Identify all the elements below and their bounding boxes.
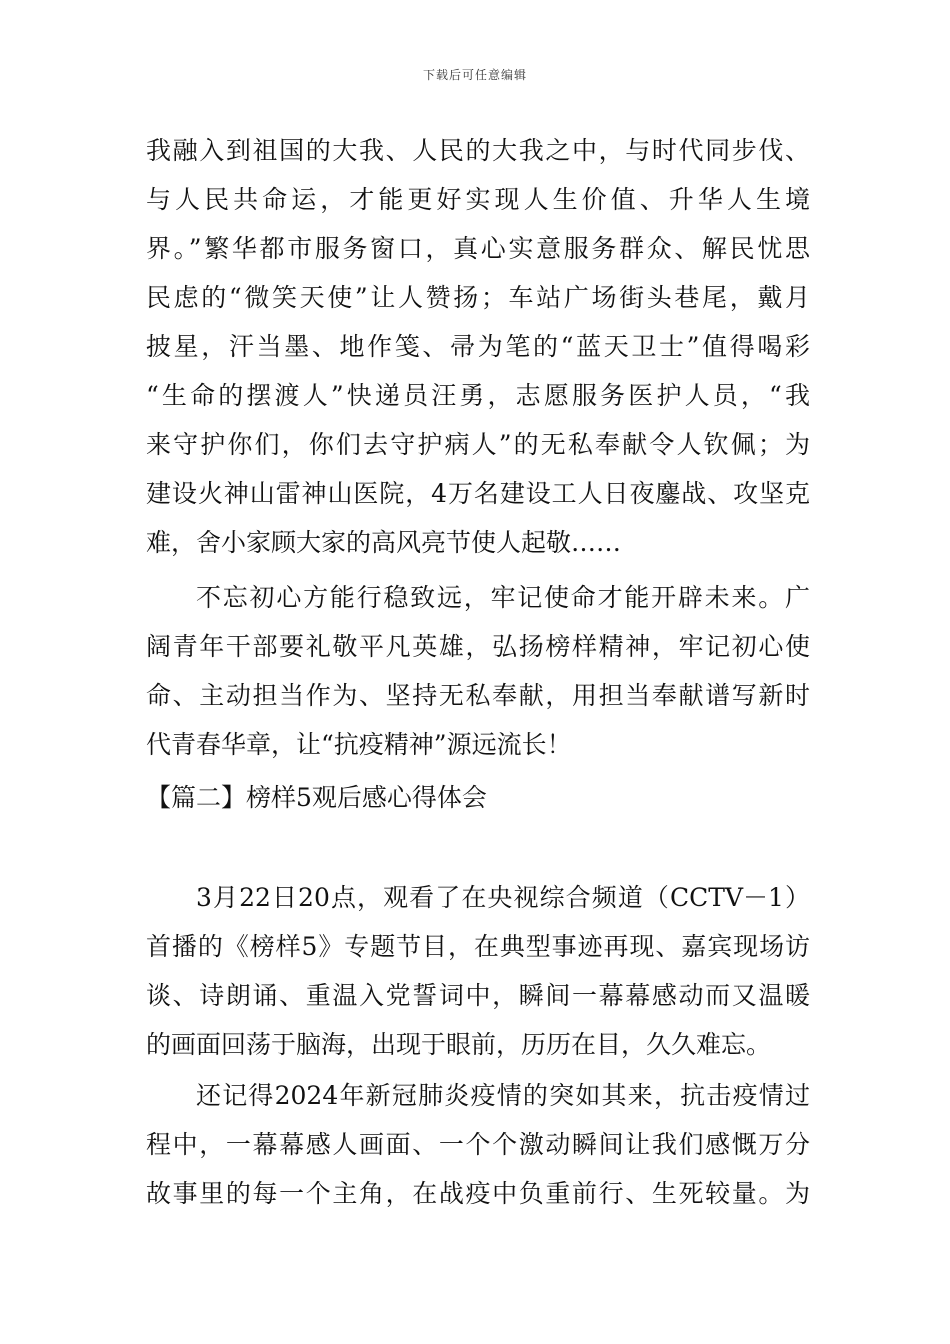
text-line: 的画面回荡于脑海，出现于眼前，历历在目，久久难忘。	[146, 1030, 772, 1059]
text-line: 民虑的“微笑天使”让人赞扬；车站广场街头巷尾，戴月	[146, 283, 810, 312]
text-line: 还记得2024年新冠肺炎疫情的突如其来，抗击疫情过	[196, 1081, 810, 1110]
text-line: 3月22日20点，观看了在央视综合频道（CCTV－1）	[196, 883, 810, 912]
text-line: 阔青年干部要礼敬平凡英雄，弘扬榜样精神，牢记初心使	[146, 632, 810, 661]
text-line: 难，舍小家顾大家的高风亮节使人起敬……	[146, 528, 622, 557]
text-line: “生命的摆渡人”快递员汪勇，志愿服务医护人员，“我	[146, 381, 810, 410]
text-line: 代青春华章，让“抗疫精神”源远流长！	[146, 730, 572, 759]
text-line: 程中，一幕幕感人画面、一个个激动瞬间让我们感慨万分	[146, 1130, 810, 1159]
text-line: 披星，汗当墨、地作笺、帚为笔的“蓝天卫士”值得喝彩	[146, 332, 810, 361]
text-line: 来守护你们，你们去守护病人”的无私奉献令人钦佩；为	[146, 430, 810, 459]
text-line: 我融入到祖国的大我、人民的大我之中，与时代同步伐、	[146, 136, 810, 165]
text-line: 建设火神山雷神山医院，4万名建设工人日夜鏖战、攻坚克	[146, 479, 810, 508]
download-note: 下载后可任意编辑	[422, 68, 527, 82]
text-line: 命、主动担当作为、坚持无私奉献，用担当奉献谱写新时	[146, 681, 810, 710]
text-line: 首播的《榜样5》专题节目，在典型事迹再现、嘉宾现场访	[146, 932, 810, 961]
section-heading: 【篇二】榜样5观后感心得体会	[146, 783, 487, 812]
text-line: 界。”繁华都市服务窗口，真心实意服务群众、解民忧思	[146, 234, 810, 263]
text-line: 不忘初心方能行稳致远，牢记使命才能开辟未来。广	[196, 583, 810, 612]
text-line: 与人民共命运，才能更好实现人生价值、升华人生境	[146, 185, 810, 214]
text-line: 故事里的每一个主角，在战疫中负重前行、生死较量。为	[146, 1179, 810, 1208]
text-line: 谈、诗朗诵、重温入党誓词中，瞬间一幕幕感动而又温暖	[146, 981, 810, 1010]
